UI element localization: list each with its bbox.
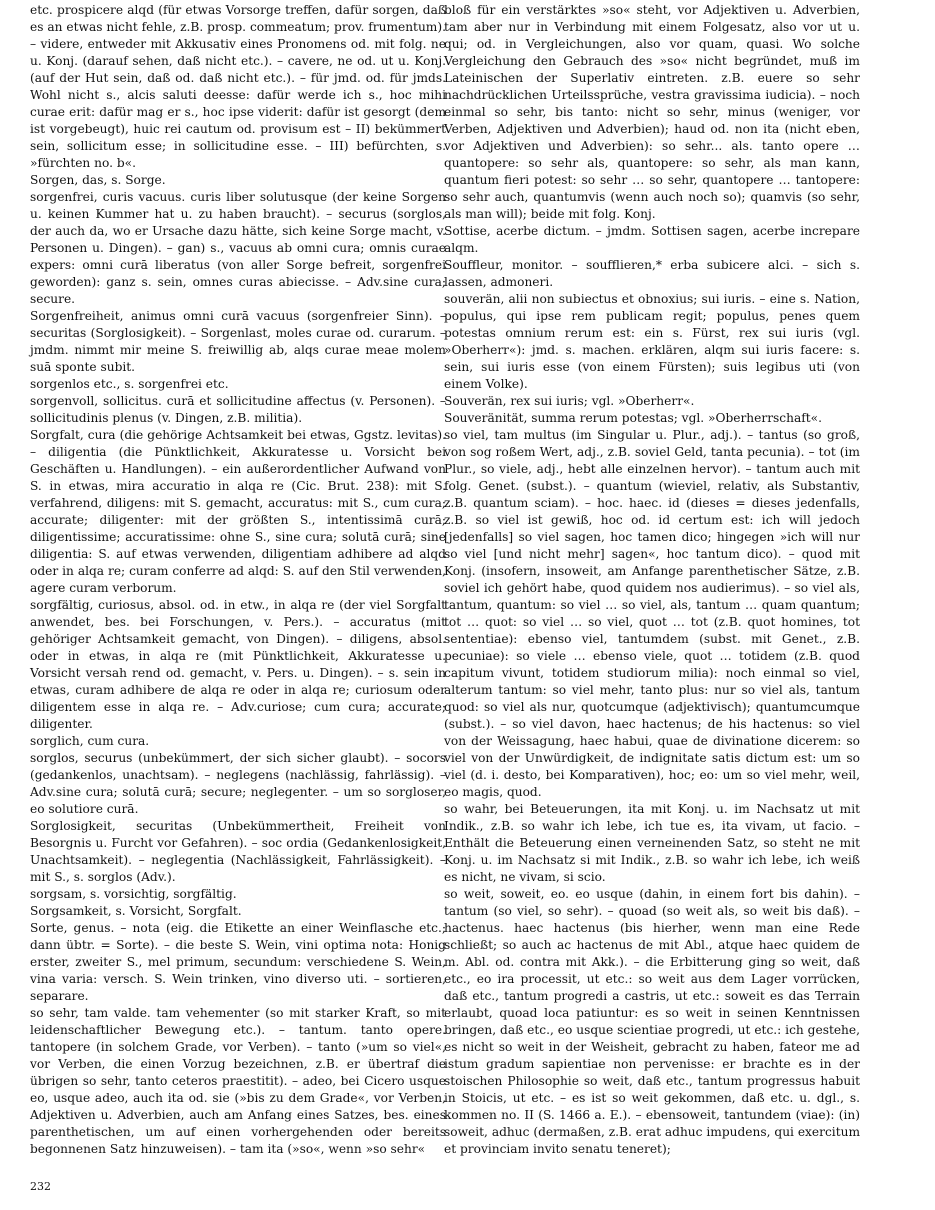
entry-sorgenfrei: sorgenfrei, curis vacuus. curis liber solutusque (der keine Sorgen u. keinen Kummer hat u. zu haben braucht). – securus (sorglos, der auch da, wo er Ursache dazu hätte, sich keine Sorge macht, v. Personen u. Dingen). – gan) s., vacuus ab omni cura; omnis curae expers: omni curā liberatus (von aller Sorge befreit, sorgenfrei geworden): ganz s. sein, omnes curas abiecisse. – Adv.sine cura; secure. (30, 190, 446, 306)
entry-sorgsam: sorgsam, s. vorsichtig, sorgfältig. (30, 887, 237, 901)
entry-sorgfalt: Sorgfalt, cura (die gehörige Achtsamkeit bei etwas, Ggstz. levitas). – diligentia (die Pünktlichkeit, Akkuratesse u. Vorsicht bei Geschäften u. Handlungen). – ein außerordentlicher Aufwand von S. in etwas, mira accuratio in alqa re (Cic. Brut. 238): mit S. verfahrend, diligens: mit S. gemacht, accuratus: mit S., cum cura; accurate; diligenter: mit der größten S., intentissimā curā; diligentissime; accuratissime: ohne S., sine cura; solutā curā; sine diligentia: S. auf etwas verwenden, diligentiam adhibere ad alqd oder in alqa re; curam conferre ad alqd: S. auf den Stil verwenden, agere curam verborum. (30, 428, 446, 595)
page-number: 232 (30, 1180, 51, 1193)
right-column (444, 2, 860, 1158)
entry-sorgfaeltig: sorgfältig, curiosus, absol. od. in etw., in alqa re (der viel Sorgfalt anwendet, bes. bei Forschungen, v. Pers.). – accuratus (mit gehöriger Achtsamkeit gemacht, von Dingen). – diligens, absol. oder in etwas, in alqa re (mit Pünktlichkeit, Akkuratesse u. Vorsicht versah rend od. gemacht, v. Pers. u. Dingen). – s. sein in etwas, curam adhibere de alqa re oder in alqa re; curiosum oder diligentem esse in alqa re. – Adv.curiose; cum cura; accurate; diligenter. (30, 598, 446, 731)
entry-so-viel: so viel, tam multus (im Singular u. Plur., adj.). – tantus (so groß, von sog roßem Wert, adj., z.B. soviel Geld, tanta pecunia). – tot (im Plur., so viele, adj., hebt alle einzelnen hervor). – tantum auch mit folg. Genet. (subst.). – quantum (wieviel, relativ, als Substantiv, z.B. quantum sciam). – hoc. haec. id (dieses = dieses jedenfalls, z.B. so viel ist gewiß, hoc od. id certum est: ich will jedoch [jedenfalls] so viel sagen, hoc tamen dico; hingegen »ich will nur so viel [und nicht mehr] sagen«, hoc tantum dico). – quod mit Konj. (insofern, insoweit, am Anfange parenthetischer Sätze, z.B. soviel ich gehört habe, quod quidem nos audierimus). – so viel als, tantum, quantum: so viel … so viel, als, tantum … quam quantum; tot … quot: so viel … so viel, quot … tot (z.B. quot homines, tot sententiae): ebenso viel, tantumdem (subst. mit Genet., z.B. pecuniae): so viele … ebenso viele, quot … totidem (z.B. quod capitum vivunt, totidem studiorum milia): noch einmal so viel, alterum tantum: so viel mehr, tanto plus: nur so viel als, tantum quod: so viel als nur, quotcumque (adjektivisch); quantumcumque (subst.). – so viel davon, haec hactenus; de his hactenus: so viel von der Weissagung, haec habui, quae de divinatione dicerem: so viel von der Unwürdigkeit, de indignitate satis dictum est: um so viel (d. i. desto, bei Komparativen), hoc; eo: um so viel mehr, weil, eo magis, quod. (444, 428, 860, 799)
entry-souffleur: Souffleur, monitor. – soufflieren,* erba subicere alci. – sich s. lassen, admoneri. (444, 258, 860, 289)
entry-sorte: Sorte, genus. – nota (eig. die Etikette an einer Weinflasche etc.; dann übtr. = Sorte). – die beste S. Wein, vini optima nota: Honig erster, zweiter S., mel primum, secundum: verschiedene S. Wein, vina varia: versch. S. Wein trinken, vino diverso uti. – sortieren, separare. (30, 921, 446, 1003)
entry-souveraenitaet: Souveränität, summa rerum potestas; vgl. »Oberherrschaft«. (444, 411, 822, 425)
entry-sottise: Sottise, acerbe dictum. – jmdm. Sottisen sagen, acerbe increpare alqm. (444, 224, 860, 255)
entry-sorgsamkeit: Sorgsamkeit, s. Vorsicht, Sorgfalt. (30, 904, 242, 918)
entry-souveraen-adj: souverän, alii non subiectus et obnoxius; sui iuris. – eine s. Nation, populus, qui ipse rem publicam regit; populus, penes quem potestas omnium rerum est: ein s. Fürst, rex sui iuris (vgl. »Oberherr«): jmd. s. machen. erklären, alqm sui iuris facere: s. sein, sui iuris esse (von einem Fürsten); suis legibus uti (von einem Volke). (444, 292, 860, 391)
entry-sorgenlos: sorgenlos etc., s. sorgenfrei etc. (30, 377, 229, 391)
entry-sorglich: sorglich, cum cura. (30, 734, 150, 748)
entry-sorgenvoll: sorgenvoll, sollicitus. curā et sollicitudine affectus (v. Personen). – sollicitudinis plenus (v. Dingen, z.B. militia). (30, 394, 446, 425)
entry-sorgen-noun: Sorgen, das, s. Sorge. (30, 173, 166, 187)
entry-sorglos: sorglos, securus (unbekümmert, der sich sicher glaubt). – socors (gedankenlos, unachtsam). – neglegens (nachlässig, fahrlässig). – Adv.sine cura; solutā curā; secure; neglegenter. – um so sorgloser, eo solutiore curā. (30, 751, 446, 816)
entry-so-sehr-cont: bloß für ein verstärktes »so« steht, vor Adjektiven u. Adverbien, tam aber nur in Verbindung mit einem Folgesatz, also vor ut u. qui; od. in Vergleichungen, also vor quam, quasi. Wo solche Vergleichung den Gebrauch des »so« nicht begründet, muß im Lateinischen der Superlativ eintreten. z.B. euere so sehr nachdrücklichen Urteilssprüche, vestra gravissima iudicia). – noch einmal so sehr, bis tanto: nicht so sehr, minus (weniger, vor Verben, Adjektiven und Adverbien); haud od. non ita (nicht eben, vor Adjektiven und Adverbien): so sehr... als. tanto opere … quantopere: so sehr als, quantopere: so sehr, als man kann, quantum fieri potest: so sehr … so sehr, quantopere … tantopere: so sehr auch, quantumvis (wenn auch noch so); quamvis (so sehr, als man will); beide mit folg. Konj. (444, 3, 860, 221)
entry-sorglosigkeit: Sorglosigkeit, securitas (Unbekümmertheit, Freiheit von Besorgnis u. Furcht vor Gefahren). – soc ordia (Gedankenlosigkeit, Unachtsamkeit). – neglegentia (Nachlässigkeit, Fahrlässigkeit). – mit S., s. sorglos (Adv.). (30, 819, 446, 884)
entry-souveraen-noun: Souverän, rex sui iuris; vgl. »Oberherr«. (444, 394, 695, 408)
entry-so-weit: so weit, soweit, eo. eo usque (dahin, in einem fort bis dahin). – tantum (so viel, so sehr). – quoad (so weit als, so weit bis daß). – hactenus. haec hactenus (bis hierher, wenn man eine Rede schließt; so auch ac hactenus de mit Abl., atque haec quidem de m. Abl. od. contra mit Akk.). – die Erbitterung ging so weit, daß etc., eo ira processit, ut etc.: so weit aus dem Lager vorrücken, daß etc., tantum progredi a castris, ut etc.: soweit es das Terrain erlaubt, quoad loca patiuntur: es so weit in seinen Kenntnissen bringen, daß etc., eo usque scientiae progredi, ut etc.: ich gestehe, es nicht so weit in der Weisheit, gebracht zu haben, fateor me ad istum gradum sapientiae non pervenisse: er brachte es in der stoischen Philosophie so weit, daß etc., tantum progressus habuit in Stoicis, ut etc. – es ist so weit gekommen, daß etc. u. dgl., s. kommen no. II (S. 1466 a. E.). – ebensoweit, tantundem (viae): (in) soweit, adhuc (dermaßen, z.B. erat adhuc impudens, qui exercitum et provinciam invito senatu teneret); (444, 887, 860, 1156)
entry-so-sehr: so sehr, tam valde. tam vehementer (so mit starker Kraft, so mit leidenschaftlicher Bewegung etc.). – tantum. tanto opere. tantopere (in solchem Grade, vor Verben). – tanto (»um so viel«, vor Verben, die einen Vorzug bezeichnen, z.B. er übertraf die übrigen so sehr, tanto ceteros praestitit). – adeo, bei Cicero usque eo, usque adeo, auch ita od. sie (»bis zu dem Grade«, vor Verben, Adjektiven u. Adverbien, auch am Anfang eines Satzes, bes. eines parenthetischen, um auf einen vorhergehenden oder bereits begonnenen Satz hinzuweisen). – tam ita (»so«, wenn »so sehr« (30, 1006, 446, 1156)
left-column (30, 2, 446, 1158)
entry-sorgenfreiheit: Sorgenfreiheit, animus omni curā vacuus (sorgenfreier Sinn). – securitas (Sorglosigkeit). – Sorgenlast, moles curae od. curarum. – jmdm. nimmt mir meine S. freiwillig ab, alqs curae meae molem suā sponte subit. (30, 309, 446, 374)
entry-so-wahr: so wahr, bei Beteuerungen, ita mit Konj. u. im Nachsatz ut mit Indik., z.B. so wahr ich lebe, ich tue es, ita vivam, ut facio. – Enthält die Beteuerung einen verneinenden Satz, so steht ne mit Konj. u. im Nachsatz si mit Indik., z.B. so wahr ich lebe, ich weiß es nicht, ne vivam, si scio. (444, 802, 860, 884)
entry-sorgen-verb-cont: etc. prospicere alqd (für etwas Vorsorge treffen, dafür sorgen, daß es an etwas nicht fehle, z.B. prosp. commeatum; prov. frumentum). – videre, entweder mit Akkusativ eines Pronomens od. mit folg. ne u. Konj. (darauf sehen, daß nicht etc.). – cavere, ne od. ut u. Konj. (auf der Hut sein, daß od. daß nicht etc.). – für jmd. od. für jmds. Wohl nicht s., alcis saluti deesse: dafür werde ich s., hoc mihi curae erit: dafür mag er s., hoc ipse viderit: dafür ist gesorgt (dem ist vorgebeugt), huic rei cautum od. provisum est – II) bekümmert sein, sollicitum esse; in sollicitudine esse. – III) befürchten, s. »fürchten no. b«. (30, 3, 446, 170)
